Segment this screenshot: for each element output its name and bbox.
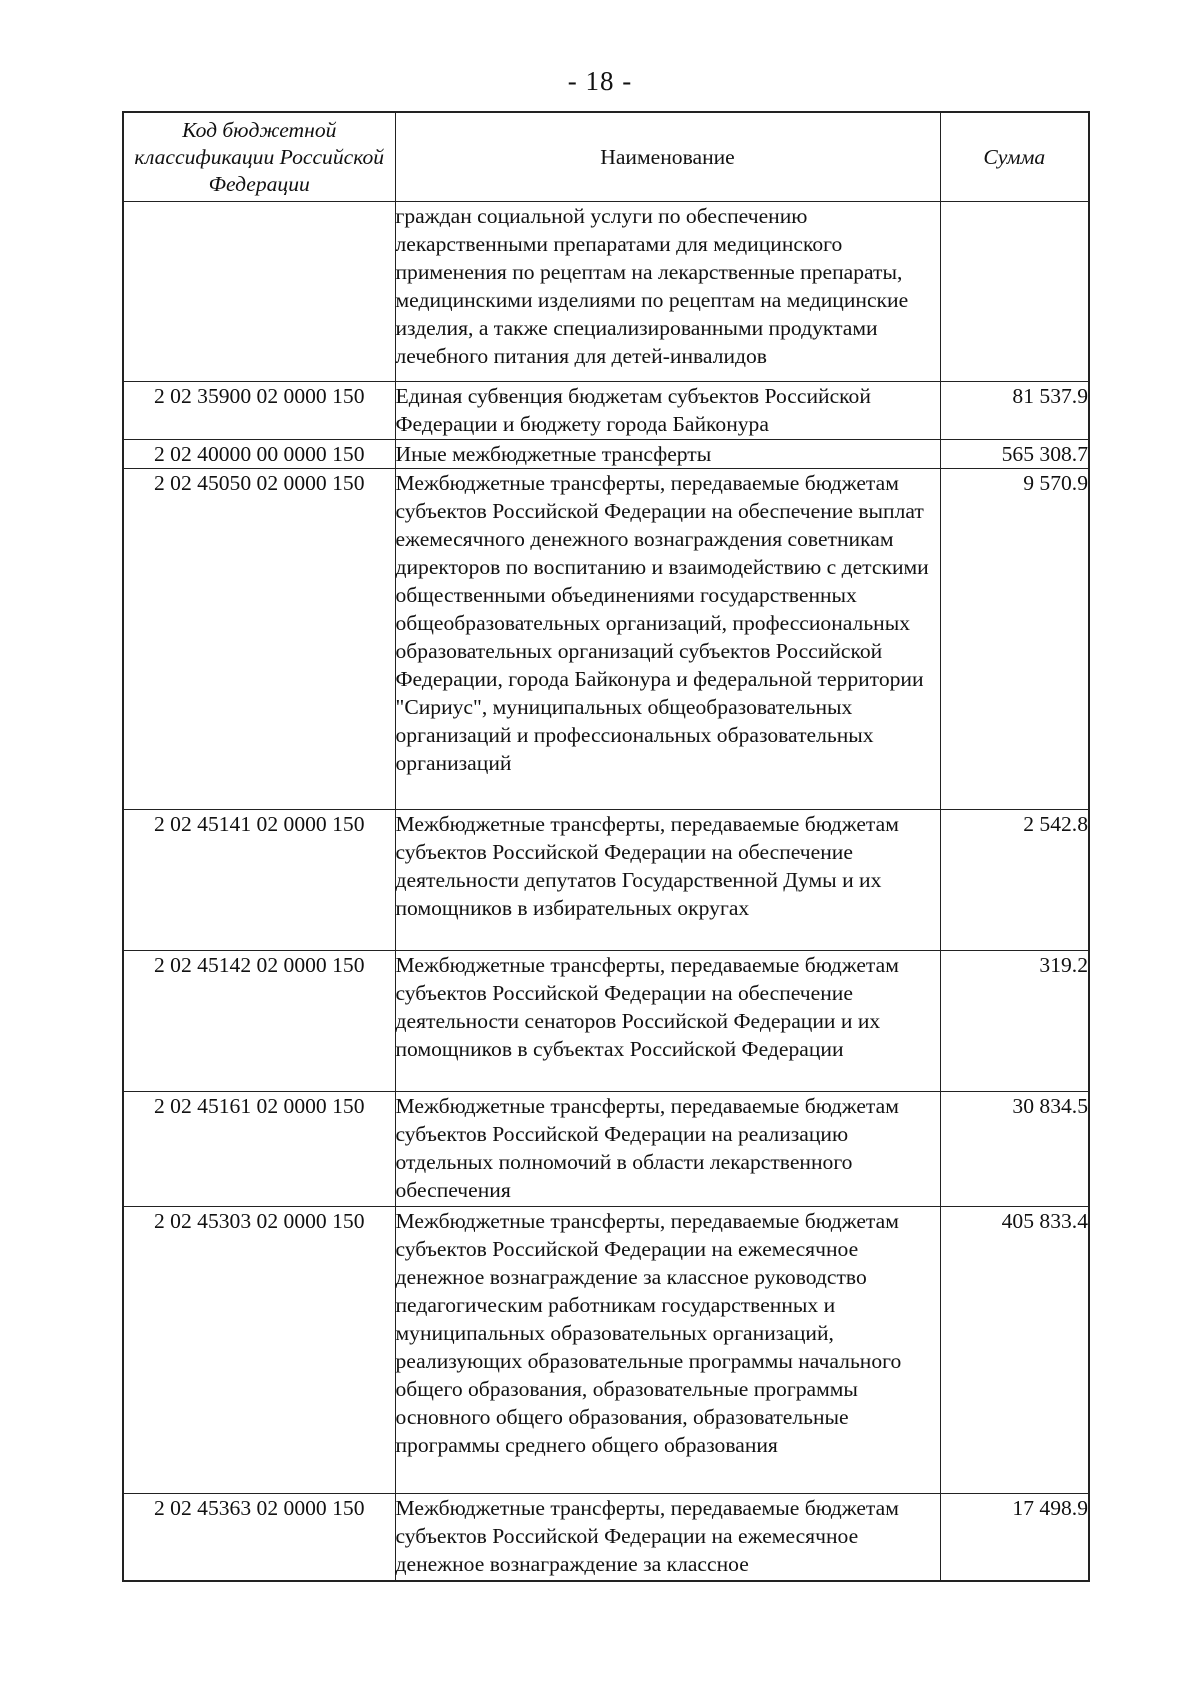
table-row [123, 810, 1089, 951]
row-code [123, 202, 395, 382]
table-header-row [123, 112, 1089, 202]
table-row [123, 1494, 1089, 1581]
row-name: Межбюджетные трансферты, передаваемые бюджетам субъектов Российской Федерации на обеспечение выплат ежемесячного денежного вознаграждения советникам директоров по воспитанию и взаимодействию с детскими общественными объединениями государственных общеобразовательных организаций, профессиональных образовательных организаций субъектов Российской Федерации, города Байконура и федеральной территории "Сириус", муниципальных общеобразовательных организаций и профессиональных образовательных организаций [395, 469, 940, 810]
row-code: 2 02 45142 02 0000 150 [123, 951, 395, 1092]
row-name: Межбюджетные трансферты, передаваемые бюджетам субъектов Российской Федерации на реализацию отдельных полномочий в области лекарственного обеспечения [395, 1092, 940, 1207]
table-row [123, 951, 1089, 1092]
row-code: 2 02 45161 02 0000 150 [123, 1092, 395, 1207]
row-code: 2 02 35900 02 0000 150 [123, 382, 395, 440]
header-code: Код бюджетной классификации Российской Федерации [123, 112, 395, 202]
table-row [123, 382, 1089, 440]
row-name: Межбюджетные трансферты, передаваемые бюджетам субъектов Российской Федерации на ежемесячное денежное вознаграждение за классное [395, 1494, 940, 1581]
row-sum: 319.2 [940, 951, 1089, 1092]
row-code: 2 02 45141 02 0000 150 [123, 810, 395, 951]
row-sum [940, 202, 1089, 382]
table-row [123, 440, 1089, 469]
row-sum: 9 570.9 [940, 469, 1089, 810]
row-code: 2 02 40000 00 0000 150 [123, 440, 395, 469]
row-name: граждан социальной услуги по обеспечению лекарственными препаратами для медицинского применения по рецептам на лекарственные препараты, медицинскими изделиями по рецептам на медицинские изделия, а также специализированными продуктами лечебного питания для детей-инвалидов [395, 202, 940, 382]
row-sum: 30 834.5 [940, 1092, 1089, 1207]
budget-table [122, 111, 1090, 1582]
row-code: 2 02 45363 02 0000 150 [123, 1494, 395, 1581]
header-name: Наименование [395, 112, 940, 202]
page-number: - 18 - [567, 66, 633, 96]
table-row [123, 1207, 1089, 1494]
row-sum: 81 537.9 [940, 382, 1089, 440]
row-code: 2 02 45303 02 0000 150 [123, 1207, 395, 1494]
table-row [123, 1092, 1089, 1207]
row-name: Межбюджетные трансферты, передаваемые бюджетам субъектов Российской Федерации на обеспечение деятельности сенаторов Российской Федерации и их помощников в субъектах Российской Федерации [395, 951, 940, 1092]
table-row [123, 202, 1089, 382]
row-code: 2 02 45050 02 0000 150 [123, 469, 395, 810]
row-sum: 2 542.8 [940, 810, 1089, 951]
row-sum: 17 498.9 [940, 1494, 1089, 1581]
table-row [123, 469, 1089, 810]
row-name: Межбюджетные трансферты, передаваемые бюджетам субъектов Российской Федерации на обеспечение деятельности депутатов Государственной Думы и их помощников в избирательных округах [395, 810, 940, 951]
row-name: Иные межбюджетные трансферты [395, 440, 940, 469]
header-sum: Сумма [940, 112, 1089, 202]
row-name: Единая субвенция бюджетам субъектов Российской Федерации и бюджету города Байконура [395, 382, 940, 440]
row-sum: 405 833.4 [940, 1207, 1089, 1494]
row-sum: 565 308.7 [940, 440, 1089, 469]
row-name: Межбюджетные трансферты, передаваемые бюджетам субъектов Российской Федерации на ежемесячное денежное вознаграждение за классное руководство педагогическим работникам государственных и муниципальных образовательных организаций, реализующих образовательные программы начального общего образования, образовательные программы основного общего образования, образовательные программы среднего общего образования [395, 1207, 940, 1494]
